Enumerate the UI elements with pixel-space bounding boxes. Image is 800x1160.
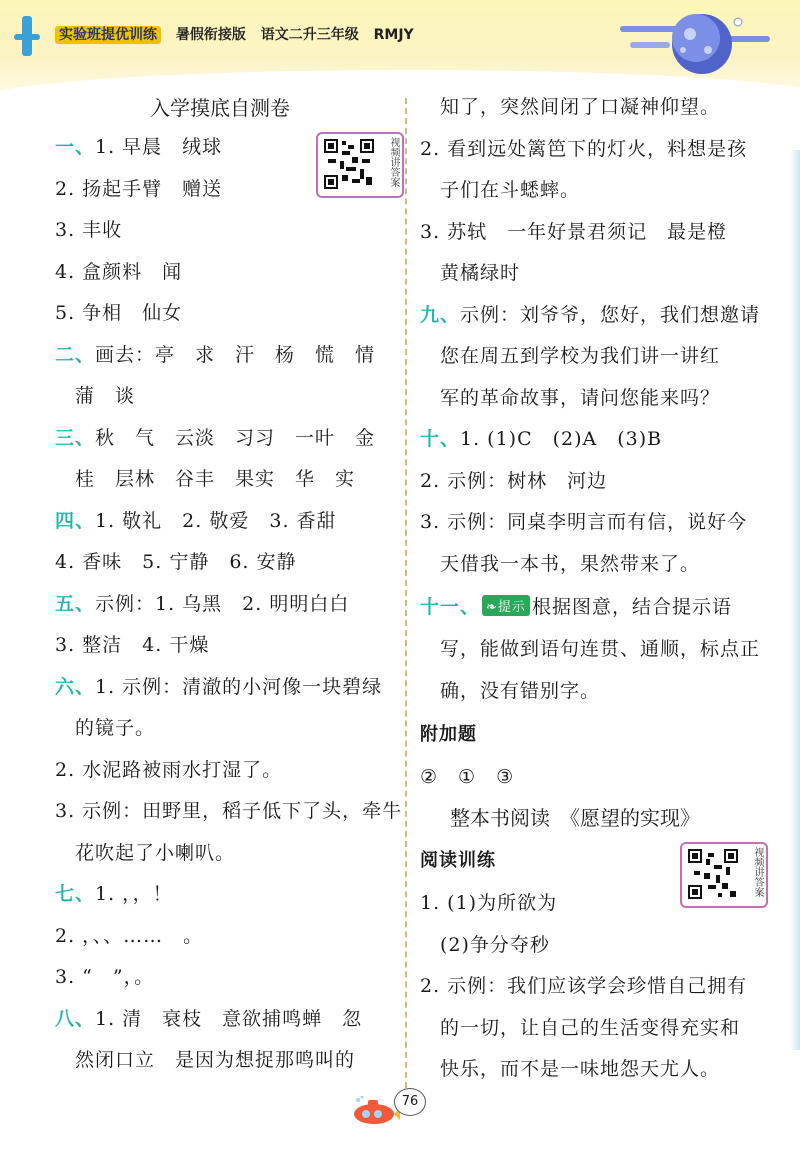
answer-line [55,921,203,948]
question-number: 三、 [55,426,96,449]
answer-text: (2)争分夺秒 [420,933,550,956]
answer-line [420,507,747,534]
answer-text: 1. ，，！ [95,883,173,905]
answer-text: 知了，突然间闭了口凝神仰望。 [420,96,721,118]
answer-text: 您在周五到学校为我们讲一讲红 [420,345,721,367]
answer-text: 的一切，让自己的生活变得充实和 [420,1016,741,1039]
answer-line [55,464,355,491]
question-number: 二、 [55,343,96,366]
answer-text: 1. 敬礼 2. 敬爱 3. 香甜 [95,509,337,532]
answer-line [420,971,747,998]
planet-illustration-icon [620,8,770,84]
header-text [55,24,424,44]
answer-text: 2. 水泥路被雨水打湿了。 [55,758,283,781]
question-number: 四、 [55,509,96,532]
answer-text: 3. 整洁 4. 干燥 [55,634,210,656]
answer-line [420,549,700,576]
answer-text: 1. 早晨 绒球 [95,136,223,158]
answer-line [55,257,182,284]
answer-line [420,217,727,244]
answer-text: 军的革命故事，请问您能来吗？ [420,386,721,409]
brand-label: 实验班提优训练 [55,26,161,44]
page-header [0,0,800,96]
qr-code-box[interactable] [680,842,768,908]
answer-text: 1. (1)为所欲为 [420,892,558,914]
answer-line [420,676,600,703]
answer-line [420,300,760,327]
answer-text: 黄橘绿时 [420,262,521,284]
answer-text: 子们在斗蟋蟀。 [420,179,581,201]
question-number: 八、 [55,1007,96,1030]
answer-text: 2. ，、、…… 。 [55,924,204,947]
question-number: 十、 [420,428,461,450]
answer-line [55,838,235,865]
question-number: 七、 [55,883,96,905]
answer-text: 1. (1)C (2)A (3)B [460,428,663,450]
answer-line [420,92,720,119]
answer-line [420,134,747,161]
answer-line [55,713,155,740]
tip-badge [482,595,530,616]
answer-text: 3. “ ”，。 [55,966,155,988]
answer-line [420,258,520,285]
qr-code-box[interactable] [316,132,404,198]
question-number: 五、 [55,592,96,615]
answer-line [55,506,337,533]
leaf-icon: ❧ [486,600,498,615]
answer-line [55,962,154,989]
answer-text: 2. 示例：我们应该学会珍惜自己拥有 [420,975,748,997]
answer-line [55,132,222,159]
answer-line [420,341,720,368]
answer-text: 5. 争相 仙女 [55,302,183,324]
qr-code-icon [688,849,738,899]
answer-line [55,547,297,574]
column-divider [405,98,407,1098]
answer-line [55,215,122,242]
answer-line [420,383,720,410]
question-number: 一、 [55,136,96,158]
answer-text: 3. 示例：同桌李明言而有信，说好今 [420,511,748,533]
answer-text: 花吹起了小喇叭。 [55,841,236,864]
left-section-title: 入学摸底自测卷 [150,96,290,120]
answer-text: 2. 扬起手臂 赠送 [55,177,223,200]
answer-text: 1. 示例：清澈的小河像一块碧绿 [95,675,383,698]
question-number: 六、 [55,675,96,698]
submarine-icon [350,1096,400,1126]
answer-line [420,424,662,451]
answer-text: 桂 层林 谷丰 果实 华 实 [55,468,356,490]
edition-subtitle: 暑假衔接版 [175,27,246,43]
page-edge-shadow [790,150,800,1050]
answer-line [420,888,557,915]
qr-code-icon [324,139,374,189]
answer-text: 3. 示例：田野里，稻子低下了头，牵牛 [55,800,403,822]
answer-line [55,381,135,408]
answer-text: 确，没有错别字。 [420,679,601,702]
answer-line [420,1054,720,1081]
page-number: 76 [394,1088,426,1116]
answer-line [55,1004,362,1031]
tip-label: 提示 [497,600,526,615]
answer-text: 4. 香味 5. 宁静 6. 安静 [55,551,297,573]
answer-line [55,340,375,367]
answer-text: 2. 看到远处篱笆下的灯火，料想是孩 [420,137,748,160]
answer-text: 天借我一本书，果然带来了。 [420,552,701,575]
answer-line [55,1045,355,1072]
question-number: 九、 [420,303,461,326]
answer-text: 秋 气 云淡 习习 一叶 金 [95,426,376,449]
answer-line [55,174,222,201]
answer-text: 2. 示例：树林 河边 [420,469,608,492]
answer-text: 4. 盒颜料 闻 [55,260,183,283]
answer-text: 3. 丰收 [55,219,123,241]
answer-text: 示例：刘爷爷，您好，我们想邀请 [460,303,761,326]
answer-text: 然闭口立 是因为想捉那鸣叫的 [55,1049,356,1071]
answer-line [55,672,382,699]
answer-text: 的镜子。 [55,717,156,739]
decorative-bar [14,34,40,40]
answer-line-q11 [420,592,732,619]
answer-line [55,423,375,450]
answer-text: 蒲 谈 [55,385,136,407]
answer-text: 3. 苏轼 一年好景君须记 最是橙 [420,220,728,243]
reading-training-title: 阅读训练 [420,850,496,871]
answer-text: 1. 清 衰枝 意欲捕鸣蝉 忽 [95,1007,363,1030]
answer-line [55,589,349,616]
answer-line [420,1013,740,1040]
qr-label: 视频讲答案 [388,137,399,187]
edition-code: RMJY [373,27,414,43]
answer-text: 快乐，而不是一味地怨天尤人。 [420,1058,721,1080]
answer-line [420,930,550,957]
answer-text: 写，能做到语句连贯、通顺，标点正 [420,638,761,660]
answer-line [55,755,282,782]
answer-text: 示例：1. 乌黑 2. 明明白白 [95,592,350,615]
answer-line [420,634,760,661]
answer-text: 根据图意，结合提示语 [531,596,732,618]
answer-line [55,879,173,906]
subject-label: 语文二升三年级 [260,27,359,43]
question-number: 十一、 [420,596,481,618]
answer-line [55,298,182,325]
qr-label: 视频讲答案 [752,847,763,897]
page-number-badge [350,1082,440,1130]
book-reading-title: 整本书阅读 《愿望的实现》 [450,806,700,830]
answer-line [55,630,209,657]
answer-line [420,175,580,202]
answer-line [420,466,607,493]
answer-line [55,796,402,823]
bonus-title: 附加题 [420,724,477,745]
bonus-answer: ② ① ③ [420,766,515,788]
answer-text: 画去：亭 求 汗 杨 慌 情 [95,343,376,366]
